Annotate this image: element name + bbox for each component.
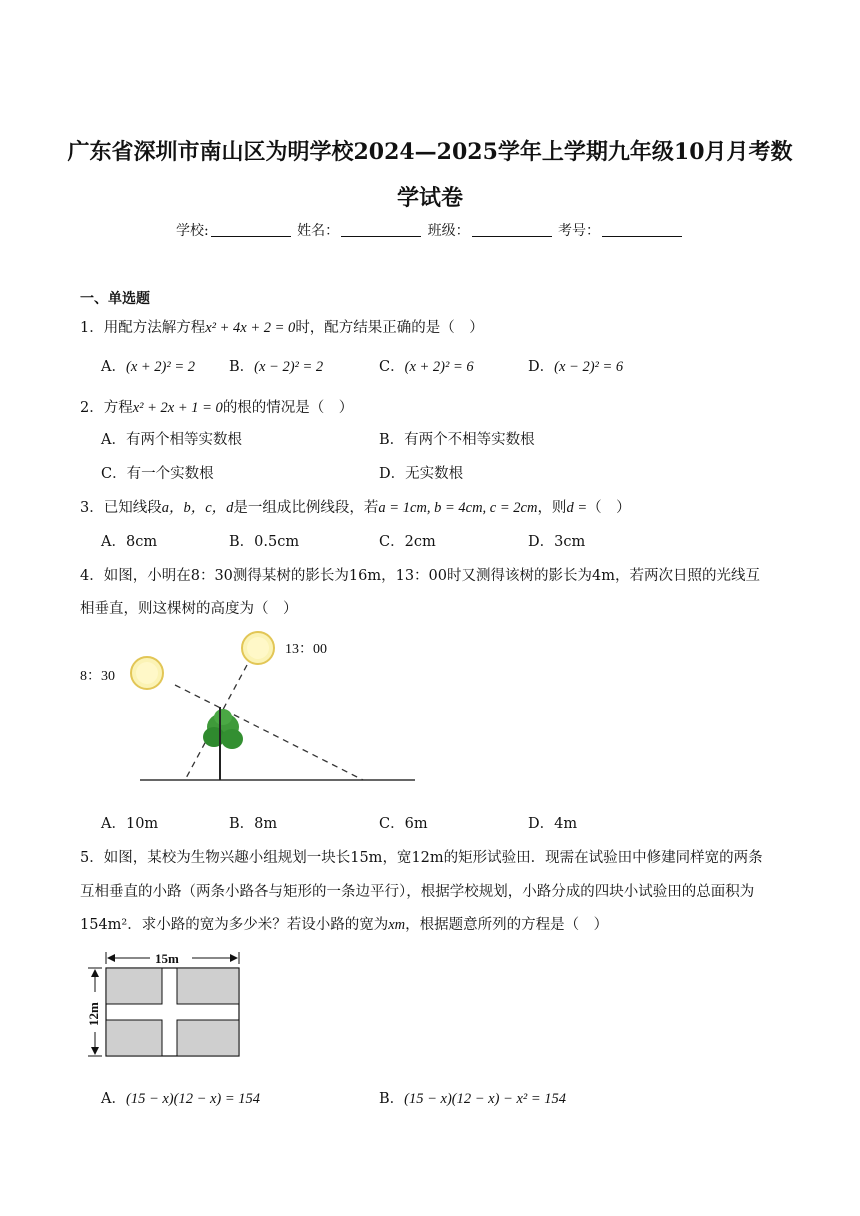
q5-option-a[interactable] [101, 1087, 260, 1108]
q1-option-a-label: A． [101, 359, 126, 375]
q5-option-b[interactable] [379, 1087, 566, 1108]
q5-xm: xm [388, 917, 406, 933]
q2-prefix: 2．方程 [80, 400, 133, 416]
q1-option-c[interactable] [379, 355, 474, 376]
field-diagram-figure [80, 948, 250, 1063]
q4-option-b[interactable]: B．8m [229, 816, 278, 832]
q3-paren: （ ） [587, 500, 631, 516]
sun-morning-icon [131, 657, 163, 689]
plot-top-left [106, 968, 162, 1004]
q1-prefix: 1．用配方法解方程 [80, 320, 206, 336]
q1-option-d-label: D． [528, 359, 555, 375]
school-label: 学校: [175, 223, 209, 239]
student-info-line [0, 220, 860, 240]
name-blank[interactable] [341, 222, 421, 237]
tree-shadow-figure [75, 625, 425, 790]
q1-option-a-math: (x + 2)² = 2 [125, 359, 195, 375]
q2-option-a[interactable]: A．有两个相等实数根 [101, 432, 242, 448]
question-1 [80, 316, 484, 337]
school-blank[interactable] [211, 222, 291, 237]
q3-option-c[interactable]: C．2cm [379, 534, 436, 550]
q1-option-b[interactable] [229, 355, 323, 376]
question-2 [80, 396, 353, 417]
q1-option-d[interactable] [528, 355, 623, 376]
exam-number-blank[interactable] [602, 222, 682, 237]
q2-option-d[interactable]: D．无实数根 [379, 466, 464, 482]
question-5-line1 [80, 846, 763, 867]
q1-equation: x² + 4x + 2 = 0 [205, 320, 296, 336]
q5-option-a-label: A． [101, 1091, 126, 1107]
question-4-line2: 相垂直，则这棵树的高度为（ ） [80, 601, 298, 617]
q1-option-d-math: (x − 2)² = 6 [554, 359, 624, 375]
q2-equation: x² + 2x + 1 = 0 [132, 400, 223, 416]
q5-length: 15m [350, 850, 383, 866]
q3-option-a[interactable]: A．8cm [101, 534, 158, 550]
q2-option-c[interactable]: C．有一个实数根 [101, 466, 214, 482]
q4-option-d[interactable]: D．4m [528, 816, 578, 832]
label-morning: 8：30 [80, 669, 115, 684]
q5-text-a: 5．如图，某校为生物兴趣小组规划一块长 [80, 850, 351, 866]
exam-number-label: 考号： [558, 223, 601, 239]
q1-option-b-label: B． [229, 359, 255, 375]
question-4-line1: 4．如图，小明在8：30测得某树的影长为16m，13：00时又测得该树的影长为4m，若两次日照的光线互 [80, 568, 760, 584]
exam-title-line1: 广东省深圳市南山区为明学校2024—2025学年上学期九年级10月月考数 [67, 139, 793, 165]
section-heading: 一、单选题 [80, 291, 150, 307]
exam-title-line2: 学试卷 [396, 185, 463, 211]
q3-condition: a = 1cm, b = 4cm, c = 2cm [378, 500, 538, 516]
plot-bottom-left [106, 1020, 162, 1056]
q1-option-c-label: C． [379, 359, 405, 375]
plot-bottom-right [177, 1020, 239, 1056]
q1-suffix: 时，配方结果正确的是（ ） [295, 320, 484, 336]
q5-option-a-math: (15 − x)(12 − x) = 154 [125, 1091, 261, 1107]
q3-option-d[interactable]: D．3cm [528, 534, 586, 550]
q5-option-b-label: B． [379, 1091, 405, 1107]
q1-option-a[interactable] [101, 355, 195, 376]
question-5-line3 [80, 913, 608, 934]
q3-vars: a，b，c，d [161, 500, 234, 516]
q5-text-d: ．求小路的宽为多少米？若设小路的宽为 [127, 917, 389, 933]
q3-end: ，则 [537, 500, 567, 516]
tree-icon [203, 707, 243, 780]
name-label: 姓名： [297, 223, 340, 239]
q3-prefix: 3．已知线段 [80, 500, 162, 516]
class-blank[interactable] [472, 222, 552, 237]
class-label: 班级： [427, 223, 470, 239]
q5-text-b: ，宽 [382, 850, 412, 866]
q3-d-eq: d = [566, 500, 588, 516]
q3-option-b[interactable]: B．0.5cm [229, 534, 300, 550]
question-3 [80, 496, 631, 517]
sun-noon-icon [242, 632, 274, 664]
q4-option-a[interactable]: A．10m [101, 816, 159, 832]
q5-text-e: ，根据题意所列的方程是（ ） [405, 917, 609, 933]
q4-option-c[interactable]: C．6m [379, 816, 428, 832]
morning-ray [175, 685, 363, 780]
label-12m: 12m [86, 1002, 101, 1026]
q1-option-c-math: (x + 2)² = 6 [404, 359, 474, 375]
label-noon: 13：00 [285, 642, 327, 657]
q3-middle: 是一组成比例线段，若 [233, 500, 379, 516]
plot-top-right [177, 968, 239, 1004]
label-15m: 15m [155, 951, 179, 966]
question-5-line2: 互相垂直的小路（两条小路各与矩形的一条边平行），根据学校规划，小路分成的四块小试验田的总面积为 [80, 884, 755, 900]
q5-area: 154m² [80, 917, 128, 933]
q5-text-c: 的矩形试验田．现需在试验田中修建同样宽的两条 [443, 850, 763, 866]
q2-suffix: 的根的情况是（ ） [222, 400, 354, 416]
q5-width: 12m [411, 850, 444, 866]
q2-option-b[interactable]: B．有两个不相等实数根 [379, 432, 535, 448]
q5-option-b-math: (15 − x)(12 − x) − x² = 154 [404, 1091, 567, 1107]
q1-option-b-math: (x − 2)² = 2 [254, 359, 324, 375]
